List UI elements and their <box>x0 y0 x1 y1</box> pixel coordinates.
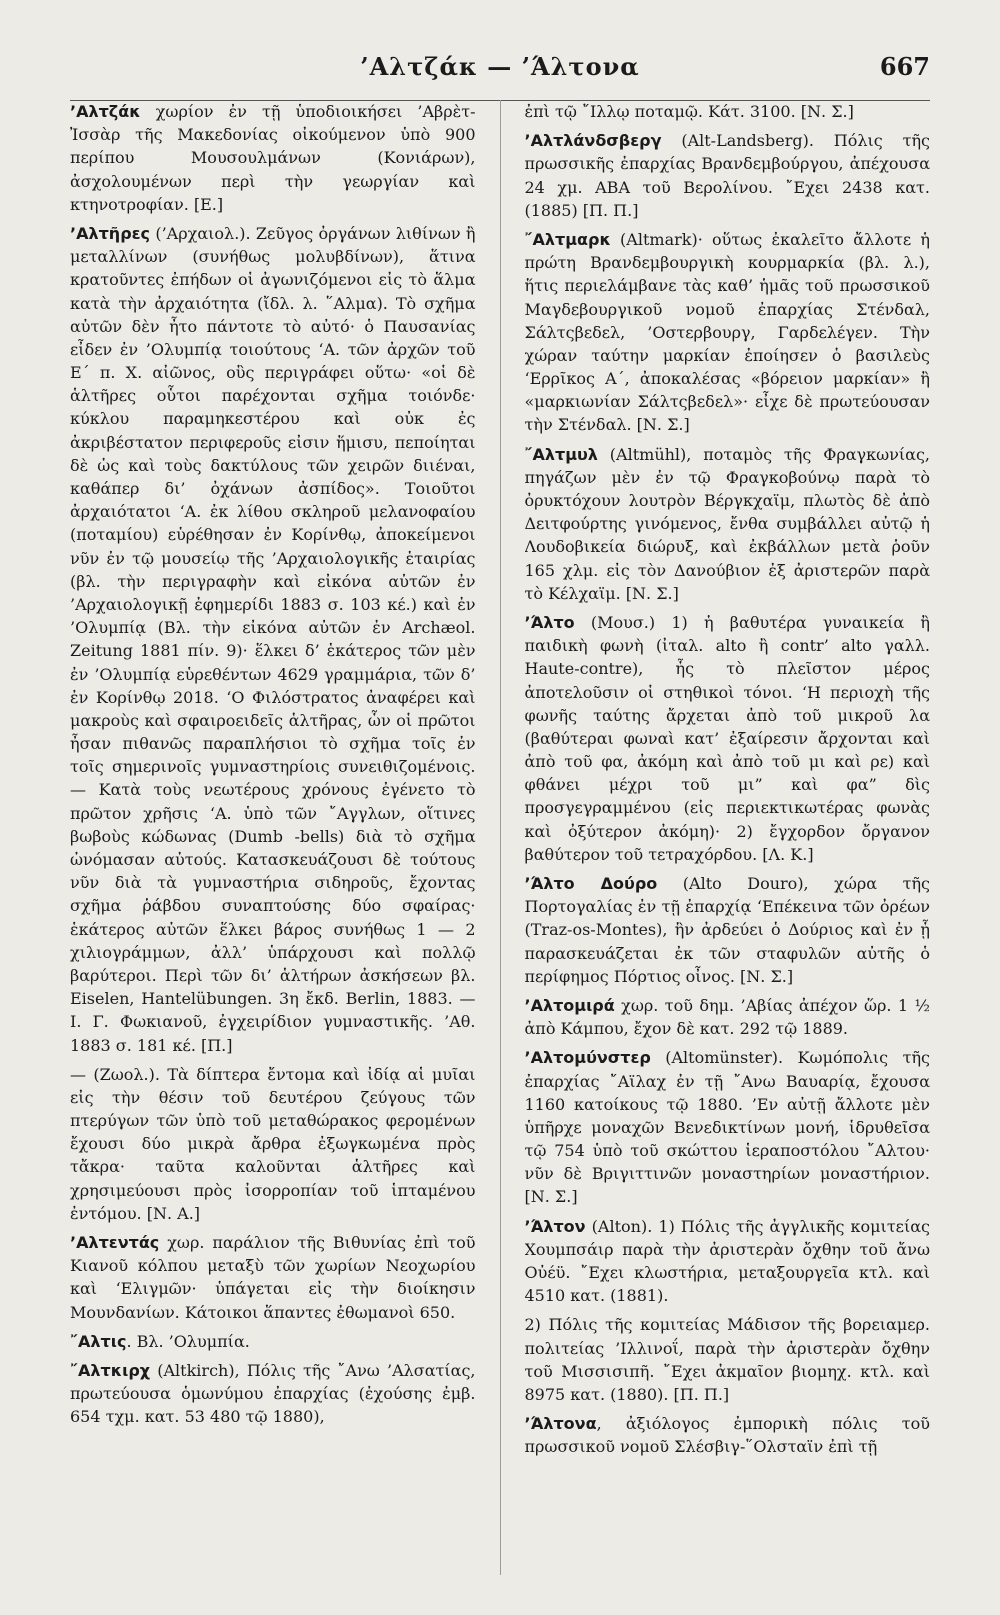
dictionary-entry <box>525 872 931 988</box>
dictionary-entry <box>525 1313 931 1406</box>
entry-text: (Altmühl), ποταμὸς τῆς Φραγκωνίας, πηγάζων μὲν ἐν τῷ Φραγκοβούνῳ παρὰ τὸ ὀρυκτόχουν λουτρὸν Βέργκχαϊμ, πλωτὸς δὲ ἀπὸ Δειτφούρτης γινόμενος, ἔνθα συμβάλλει αὐτῷ ἡ Λουδοβικεία διώρυξ, καὶ ἐκβάλλων μετὰ ῥοῦν 165 χλμ. εἰς τὸν Δανούβιον ἐξ ἀριστερῶν παρὰ τὸ Κέλχαϊμ. [Ν. Σ.] <box>524 444 930 603</box>
entry-text: (Alton). 1) Πόλις τῆς ἀγγλικῆς κομιτείας Χουμπσάιρ παρὰ τὴν ἀριστερὰν ὄχθην τοῦ ἄνω Οὐέϋ. ῎Εχει κλωστήρια, μεταξουργεῖα κτλ. καὶ 4510 κατ. (1881). <box>524 1216 930 1306</box>
entry-headword: ’Άλτο Δούρο <box>524 874 658 893</box>
dictionary-entry <box>70 1330 476 1353</box>
dictionary-entry <box>525 129 931 222</box>
entry-headword: ’Άλτονα <box>524 1414 597 1434</box>
dictionary-entry <box>525 1215 931 1308</box>
dictionary-entry <box>70 1359 476 1429</box>
entry-text: (Alt-Landsberg). Πόλις τῆς πρωσσικῆς ἐπαρχίας Βρανδεμβούργου, ἀπέχουσα 24 χμ. ΑΒΑ τοῦ Βερολίνου. ῎Εχει 2438 κατ. (1885) [Π. Π.] <box>524 131 930 220</box>
dictionary-entry <box>525 443 931 605</box>
entry-headword: ῎Αλτκιρχ <box>70 1360 151 1380</box>
entry-text: χωρίον ἐν τῇ ὑποδιοικήσει ’Αβρὲτ-Ἰσσὰρ τῆς Μακεδονίας οἰκούμενον ὑπὸ 900 περίπου Μουσουλμάνων (Κονιάρων), ἀσχολουμένων περὶ τὴν γεωργίαν καὶ κτηνοτροφίαν. [Ε.] <box>70 102 476 214</box>
entry-text: (’Αρχαιολ.). Ζεῦγος ὀργάνων λιθίνων ἢ μεταλλίνων (συνήθως μολυβδίνων), ἅτινα κρατοῦντες ἐπήδων οἱ ἀγωνιζόμενοι εἰς τὸ ἅλμα κατὰ τὴν ἀρχαιότητα (ἴδλ. λ. ῞Αλμα). Τὸ σχῆμα αὐτῶν δὲν ἦτο πάντοτε τὸ αὐτό· ὁ Παυσανίας εἶδεν ἐν ’Ολυμπίᾳ τοιούτους ‘Α. τῶν ἀρχῶν τοῦ Ε΄ π. Χ. αἰῶνος, οὓς περιγράφει οὕτω· «οἱ δὲ ἁλτῆρες οὗτοι παρέχονται σχῆμα τοιόνδε· κύκλου παραμηκεστέρου καὶ οὐκ ἐς ἀκριβέστατον περιφεροῦς εἰσιν ἥμισυ, πεποίηται δὲ ὡς καὶ τοὺς δακτύλους τῶν χειρῶν διιέναι, καθάπερ δι’ ὀχάνων ἀσπίδος». Τοιοῦτοι ἀρχαιότατοι ‘Α. ἐκ λίθου σκληροῦ μελανοφαίου (ποταμίου) εὑρέθησαν ἐν Κορίνθῳ, ἀποκείμενοι νῦν ἐν τῷ μουσείῳ τῆς ’Αρχαιολογικῆς ἑταιρίας (βλ. τὴν περιγραφὴν καὶ εἰκόνα αὐτῶν ἐν ’Αρχαιολογικῇ ἐφημερίδι 1883 σ. 103 κέ.) καὶ ἐν ’Ολυμπίᾳ (Βλ. τὴν εἰκόνα αὐτῶν ἐν Archæol. Zeitung 1881 πίν. 9)· ἕλκει δ’ ἑκάτερος τῶν μὲν ἐν ’Ολυμπίᾳ εὑρεθέντων 4629 γραμμάρια, τῶν δ’ ἐν Κορίνθῳ 2018. ‘Ο Φιλόστρατος ἀναφέρει καὶ μακροὺς καὶ σφαιροειδεῖς ἁλτῆρας, ὧν οἱ πρῶτοι ἦσαν πιθανῶς παραπλήσιοι τὸ σχῆμα τοῖς ἐν τοῖς σημερινοῖς γυμναστηρίοις συνειθιζομένοις. — Κατὰ τοὺς νεωτέρους χρόνους ἐγένετο τὸ πρῶτον χρῆσις ‘Α. ὑπὸ τῶν ῎Αγγλων, οἵτινες βωβοὺς κώδωνας (Dumb -bells) διὰ τὸ σχῆμα ὠνόμασαν αὐτούς. Κατασκευάζουσι δὲ τούτους νῦν διὰ τὰ γυμναστήρια σιδηροῦς, ἔχοντας σχῆμα ῥάβδου συναπτούσης δύο σφαίρας· ἑκάτερος αὐτῶν ἕλκει βάρος συνήθως 1 — 2 χιλιογράμμων, ἀλλ’ ὑπάρχουσι καὶ πολλῷ βαρύτεροι. Περὶ τῶν δι’ ἁλτήρων ἀσκήσεων βλ. Eiselen, Hantelübungen. 3η ἔκδ. Berlin, 1883. — Ι. Γ. Φωκιανοῦ, ἐγχειρίδιον γυμναστικῆς. ’Αθ. 1883 σ. 181 κέ. [Π.] <box>70 223 476 1055</box>
entry-headword: ’Αλτομύνστερ <box>524 1048 651 1068</box>
entry-headword: ’Αλτλάνδσβεργ <box>524 131 662 151</box>
entry-headword: ’Αλτῆρες <box>70 223 151 243</box>
entry-text: χωρ. παράλιον τῆς Βιθυνίας ἐπὶ τοῦ Κιανοῦ κόλπου μεταξὺ τῶν χωρίων Νεοχωρίου καὶ ‘Ελιγμῶν· ὑπάγεται εἰς τὴν διοίκησιν Μουνδανίων. Κάτοικοι ἅπαντες ἐθωμανοὶ 650. <box>70 1233 476 1322</box>
page-number: 667 <box>879 52 930 81</box>
entry-headword: ’Άλτο <box>524 612 575 632</box>
entry-headword: ῎Αλτις <box>70 1331 127 1351</box>
entry-text: (Altkirch), Πόλις τῆς ῎Ανω ’Αλσατίας, πρωτεύουσα ὁμωνύμου ἐπαρχίας (ἐχούσης ἐμβ. 654 τχμ. κατ. 53 480 τῷ 1880), <box>70 1360 476 1427</box>
right-column <box>525 100 931 1575</box>
dictionary-entry <box>525 228 931 437</box>
entry-headword: ῎Αλτμυλ <box>524 444 598 464</box>
column-divider <box>500 100 501 1575</box>
entry-headword: ’Αλτομιρά <box>524 995 615 1015</box>
dictionary-entry <box>525 994 931 1040</box>
entry-text: . Βλ. ’Ολυμπία. <box>126 1331 250 1351</box>
entry-text: — (Ζωολ.). Τὰ δίπτερα ἔντομα καὶ ἰδίᾳ αἱ μυῖαι εἰς τὴν θέσιν τοῦ δευτέρου ζεύγους τῶν πτερύγων τῶν ὑπὸ τοῦ μεταθώρακος φερομένων ἔχουσι δύο μικρὰ ἄρθρα ἐξωγκωμένα πρὸς τἄκρα· ταῦτα καλοῦνται ἁλτῆρες καὶ χρησιμεύουσι πρὸς ἰσορροπίαν τοῦ ἱπταμένου ἐντόμου. [Ν. Α.] <box>70 1064 476 1223</box>
dictionary-entry <box>70 1231 476 1324</box>
left-column <box>70 100 476 1575</box>
entry-text: ἐπὶ τῷ ῎Ιλλῳ ποταμῷ. Κάτ. 3100. [Ν. Σ.] <box>524 102 854 121</box>
entry-text: , ἀξιόλογος ἐμπορικὴ πόλις τοῦ πρωσσικοῦ νομοῦ Σλέσβιγ-῞Ολσταϊν ἐπὶ τῇ <box>524 1414 930 1457</box>
dictionary-entry <box>70 1063 476 1225</box>
entry-headword: ’Αλτζάκ <box>70 102 141 121</box>
dictionary-entry <box>525 1046 931 1208</box>
page-header <box>70 40 930 101</box>
columns <box>70 100 930 1575</box>
dictionary-entry <box>70 100 476 216</box>
entry-headword: ’Αλτεντάς <box>70 1233 160 1252</box>
entry-text: χωρ. τοῦ δημ. ’Αβίας ἀπέχον ὥρ. 1 ½ ἀπὸ Κάμπου, ἔχον δὲ κατ. 292 τῷ 1889. <box>524 995 930 1039</box>
entry-text: (Μουσ.) 1) ἡ βαθυτέρα γυναικεία ἢ παιδικὴ φωνὴ (ἰταλ. alto ἢ contr’ alto γαλλ. Haute-contre), ἧς τὸ πλεῖστον μέρος ἀποτελοῦσιν οἱ στηθικοὶ τόνοι. ‘Η περιοχὴ τῆς φωνῆς ταύτης ἄρχεται ἀπὸ τοῦ μικροῦ λα (βαθύτεραι φωναὶ κατ’ ἐξαίρεσιν ἄρχονται καὶ ἀπὸ τοῦ φα, ἀκόμη καὶ ἀπὸ τοῦ μι καὶ ρε) καὶ φθάνει μέχρι τοῦ μι” καὶ φα” δὶς προσγεγραμμένου (εἰς περιεκτικωτέρας φωνὰς καὶ ὀξύτερον ἀκόμη)· 2) ἔγχορδον ὄργανον βαθύτερον τοῦ τετραχόρδου. [Λ. Κ.] <box>524 612 930 864</box>
entry-headword: ῎Αλτμαρκ <box>524 229 611 249</box>
entry-text: (Altomünster). Κωμόπολις τῆς ἐπαρχίας ῎Αϊλαχ ἐν τῇ ῎Ανω Βαυαρίᾳ, ἔχουσα 1160 κατοίκους τῷ 1880. ’Εν αὐτῇ ἄλλοτε μὲν ὑπῆρχε μοναχῶν Βενεδικτίνων μονή, ἱδρυθεῖσα τῷ 754 ὑπὸ τοῦ σκώττου ἱεραποστόλου ῎Αλτου· νῦν δὲ Βριγιττινῶν μοναστηρίων μοναστήριον. [Ν. Σ.] <box>524 1048 930 1207</box>
dictionary-entry <box>525 100 931 123</box>
entry-text: (Alto Douro), χώρα τῆς Πορτογαλίας ἐν τῇ ἐπαρχίᾳ ‘Επέκεινα τῶν ὀρέων (Traz-os-Montes), ἣν ἀρδεύει ὁ Δούριος καὶ ἐν ᾗ παρασκευάζεται ἐκ τῶν σταφυλῶν αὐτῆς ὁ περίφημος Πόρτιος οἶνος. [Ν. Σ.] <box>524 874 930 986</box>
dictionary-entry <box>525 1412 931 1458</box>
entry-text: (Altmark)· οὕτως ἐκαλεῖτο ἄλλοτε ἡ πρώτη Βρανδεμβουργικὴ κουρμαρκία (βλ. λ.), ἥτις περιελάμβανε τὰς καθ’ ἡμᾶς τοῦ πρωσσικοῦ Μαγδεβουργικοῦ νομοῦ ἐπαρχίας Στένδαλ, Σάλτςβεδελ, ’Οστερβουργ, Γαρδελέγεν. Τὴν χώραν ταύτην μαρκίαν ἐποίησεν ὁ βασιλεὺς ‘Ερρῖκος Α΄, ἀποκαλέσας «βόρειον μαρκίαν» ἢ «μαρκιωνίαν Σάλτςβεδελ»· εἶχε δὲ πρωτεύουσαν τὴν Στένδαλ. [Ν. Σ.] <box>524 229 930 435</box>
entry-text: 2) Πόλις τῆς κομιτείας Μάδισον τῆς βορειαμερ. πολιτείας ’Ιλλινοΐ, παρὰ τὴν ἀριστερὰν ὄχθην τοῦ Μισσισιπῆ. ῎Εχει ἀκμαῖον βιομηχ. κτλ. καὶ 8975 κατ. (1880). [Π. Π.] <box>524 1315 930 1404</box>
entry-headword: ’Άλτον <box>524 1216 586 1236</box>
dictionary-entry <box>525 611 931 866</box>
dictionary-entry <box>70 222 476 1057</box>
running-head: ’Αλτζάκ — ’Άλτονα <box>360 52 640 81</box>
